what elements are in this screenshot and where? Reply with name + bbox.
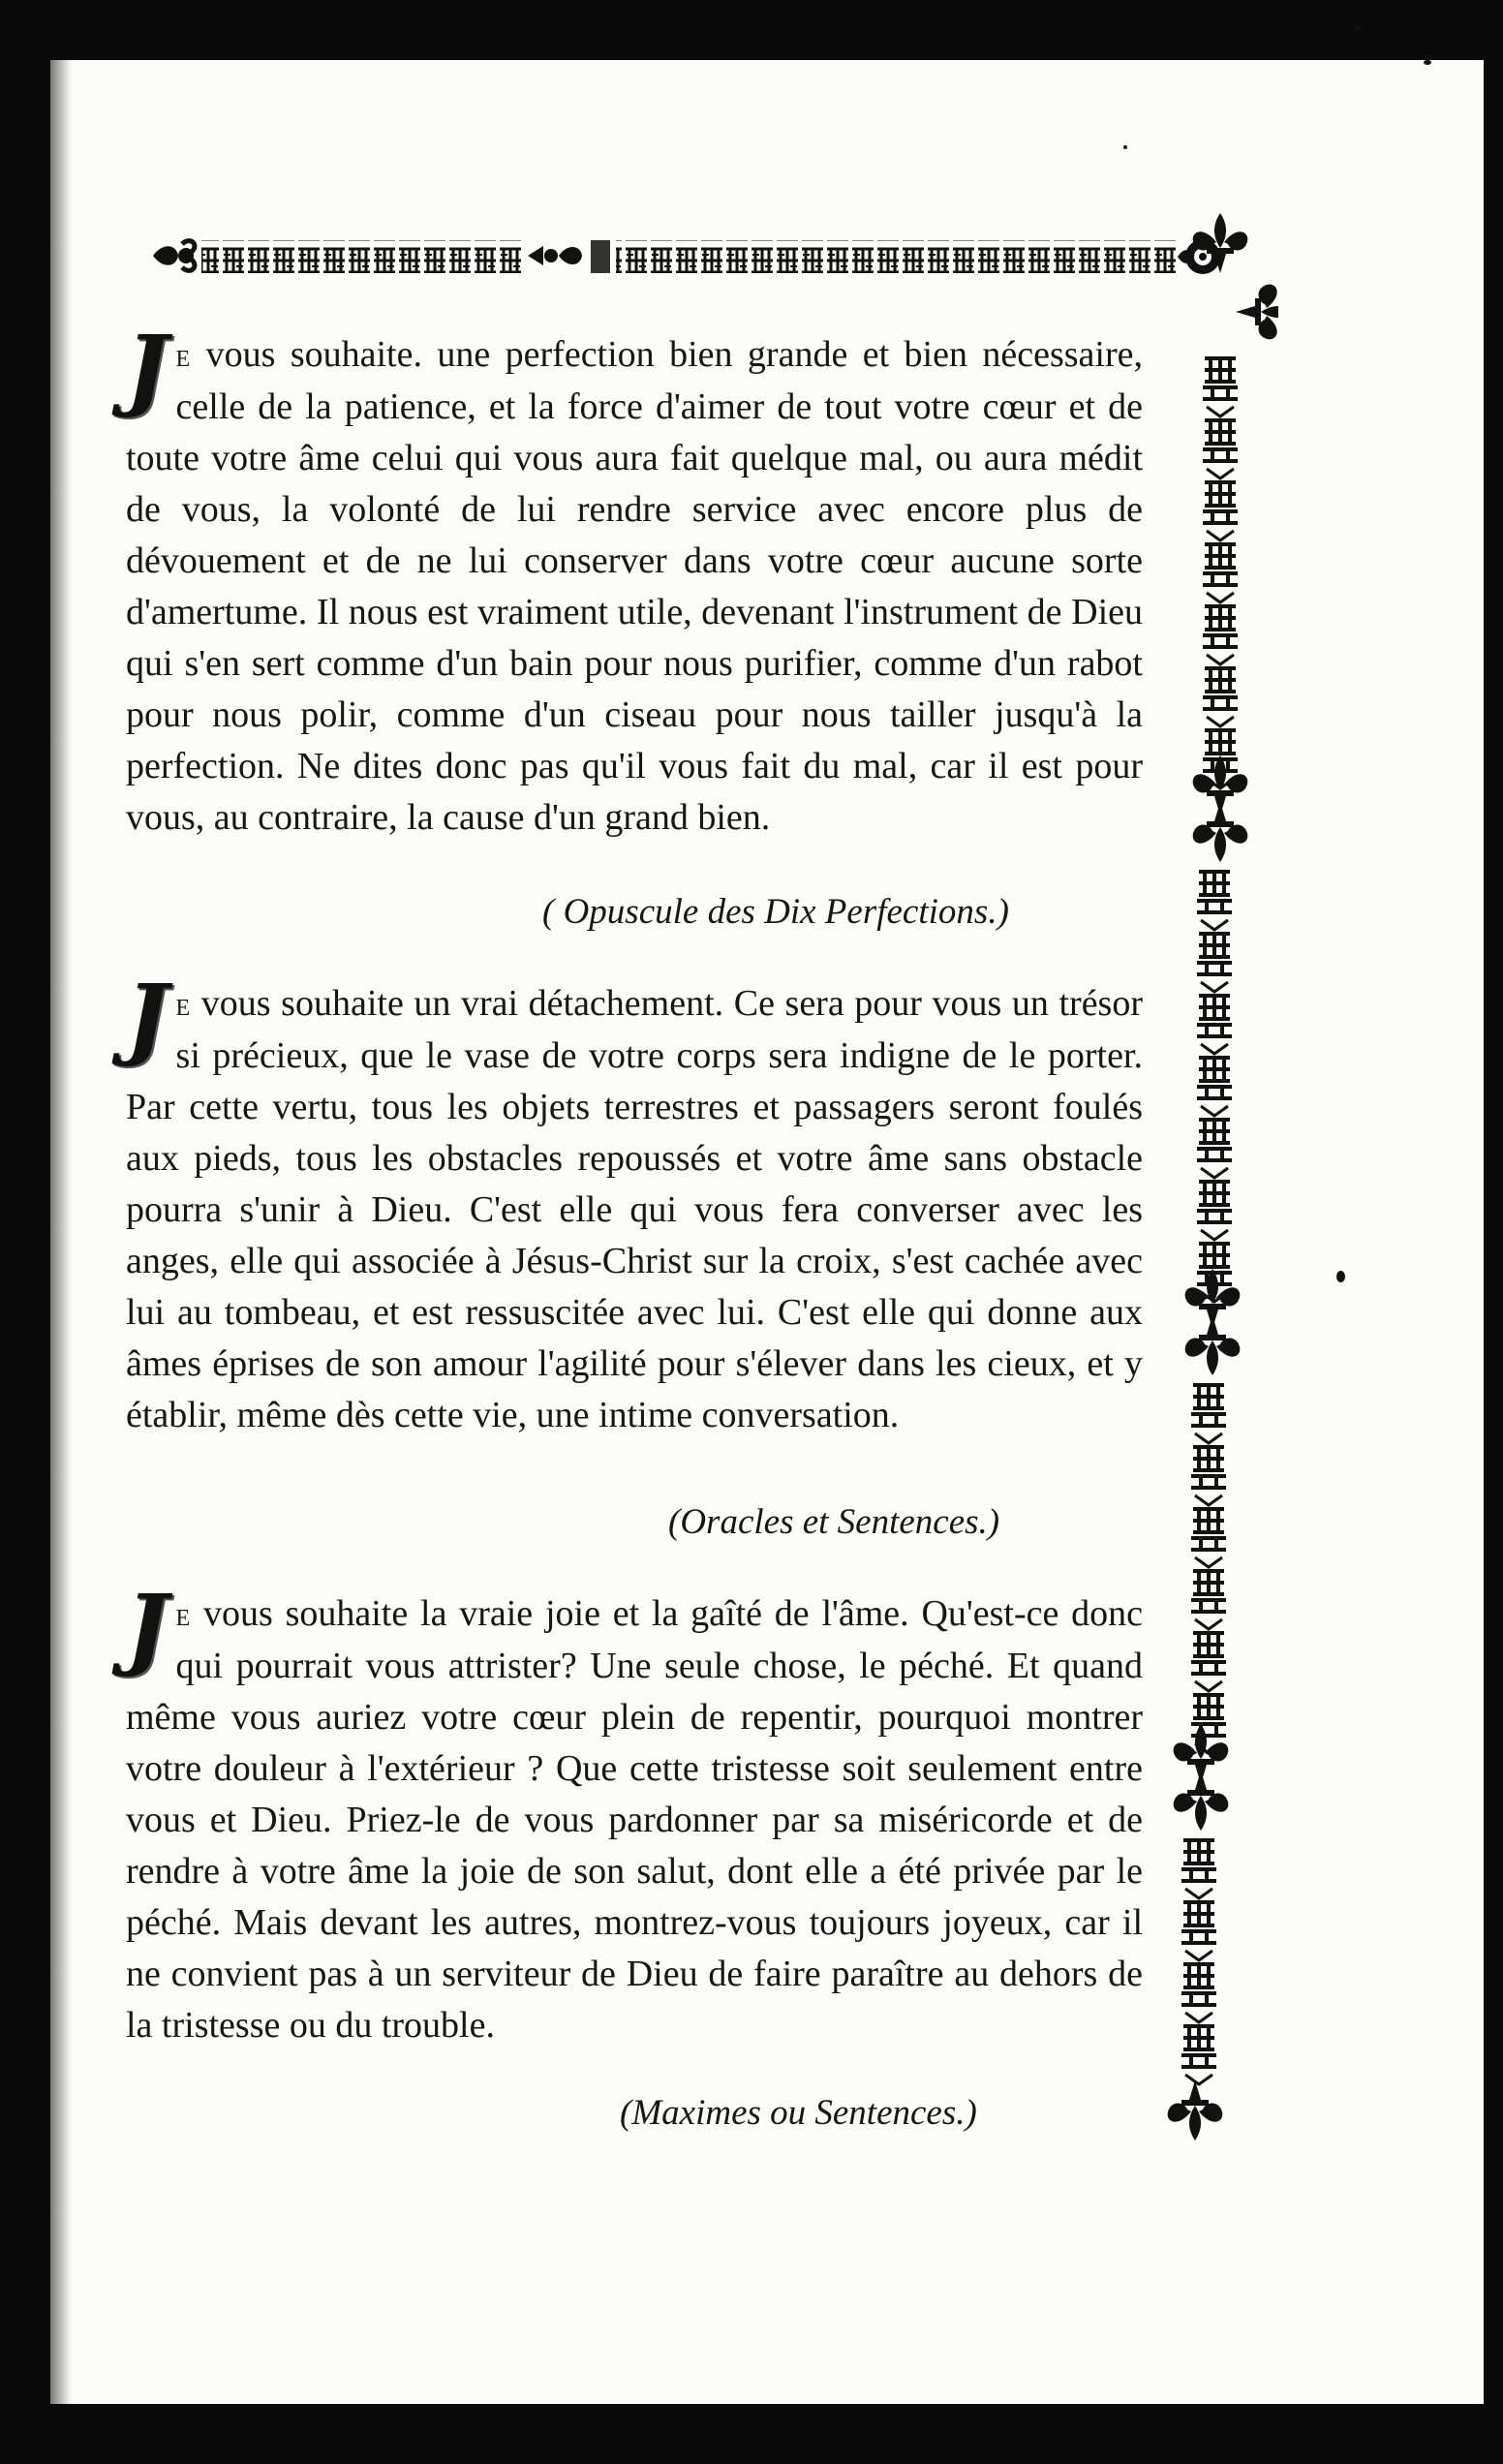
scan-speck	[1123, 145, 1127, 149]
passage-source: ( Opuscule des Dix Perfections.)	[542, 892, 1009, 932]
ornamental-border-right	[1123, 203, 1278, 2179]
drop-cap-lead: e	[175, 987, 192, 1023]
drop-cap-lead: e	[175, 338, 192, 374]
ornamental-border-top	[145, 211, 1269, 298]
passage-2	[126, 965, 1144, 1441]
passage-text: vous souhaite un vrai détachement. Ce sera pour vous un trésor si précieux, que le vase de votre corps sera indigne de le porter. Par cette vertu, tous les objets terrestres et passagers seront foulés aux pieds, tous les obstacles repoussés et votre âme sans obstacle pourra s'unir à Dieu. C'est elle qui vous fera converser avec les anges, elle qui associée à Jésus-Christ sur la croix, s'est cachée avec lui au tombeau, et est ressuscitée avec lui. C'est elle qui donne aux âmes éprises de son amour l'agilité pour s'élever dans les cieux, et y établir, même dès cette vie, une intime conversation.	[126, 983, 1144, 1435]
passage-1	[126, 316, 1144, 844]
fleur-de-lis-icon	[1168, 2080, 1223, 2141]
scan-speck	[1336, 1271, 1345, 1282]
passage-3	[126, 1575, 1143, 2051]
drop-cap: J	[126, 1575, 169, 1679]
passage-text: vous souhaite la vraie joie et la gaîté de l'âme. Qu'est-ce donc qui pourrait vous attrister? Une seule chose, le péché. Et quand même vous auriez votre cœur plein de repentir, pourquoi montrer votre douleur à l'extérieur ? Que cette tristesse soit seulement entre vous et Dieu. Priez-le de vous pardonner par sa miséricorde et de rendre à votre âme la joie de son salut, dont elle a été privée par le péché. Mais devant les autres, montrez-vous toujours joyeux, car il ne convient pas à un serviteur de Dieu de faire paraître au dehors de la tristesse ou du trouble.	[126, 1593, 1143, 2046]
drop-cap-lead: e	[175, 1597, 192, 1633]
passage-source: (Maximes ou Sentences.)	[620, 2093, 977, 2133]
drop-cap: J	[126, 316, 169, 420]
scan-speck	[1354, 25, 1360, 31]
drop-cap: J	[126, 965, 169, 1069]
page-gutter-shadow	[50, 60, 72, 2404]
fleur-de-lis-icon	[1193, 213, 1248, 273]
scan-speck	[1424, 60, 1431, 65]
passage-text: vous souhaite. une perfection bien grande et bien nécessaire, celle de la patience, et la force d'aimer de tout votre cœur et de toute votre âme celui qui vous aura fait quelque mal, ou aura médit de vous, la volonté de lui rendre service avec encore plus de dévouement et de ne lui conserver dans votre cœur aucune sorte d'amertume. Il nous est vraiment utile, devenant l'instrument de Dieu qui s'en sert comme d'un bain pour nous purifier, comme d'un rabot pour nous polir, comme d'un ciseau pour nous tailler jusqu'à la perfection. Ne dites donc pas qu'il vous fait du mal, car il est pour vous, au contraire, la cause d'un grand bien.	[126, 334, 1144, 838]
fleur-de-lis-icon	[153, 241, 195, 271]
passage-source: (Oracles et Sentences.)	[668, 1502, 1000, 1542]
fleur-de-lis-icon	[1236, 285, 1278, 340]
